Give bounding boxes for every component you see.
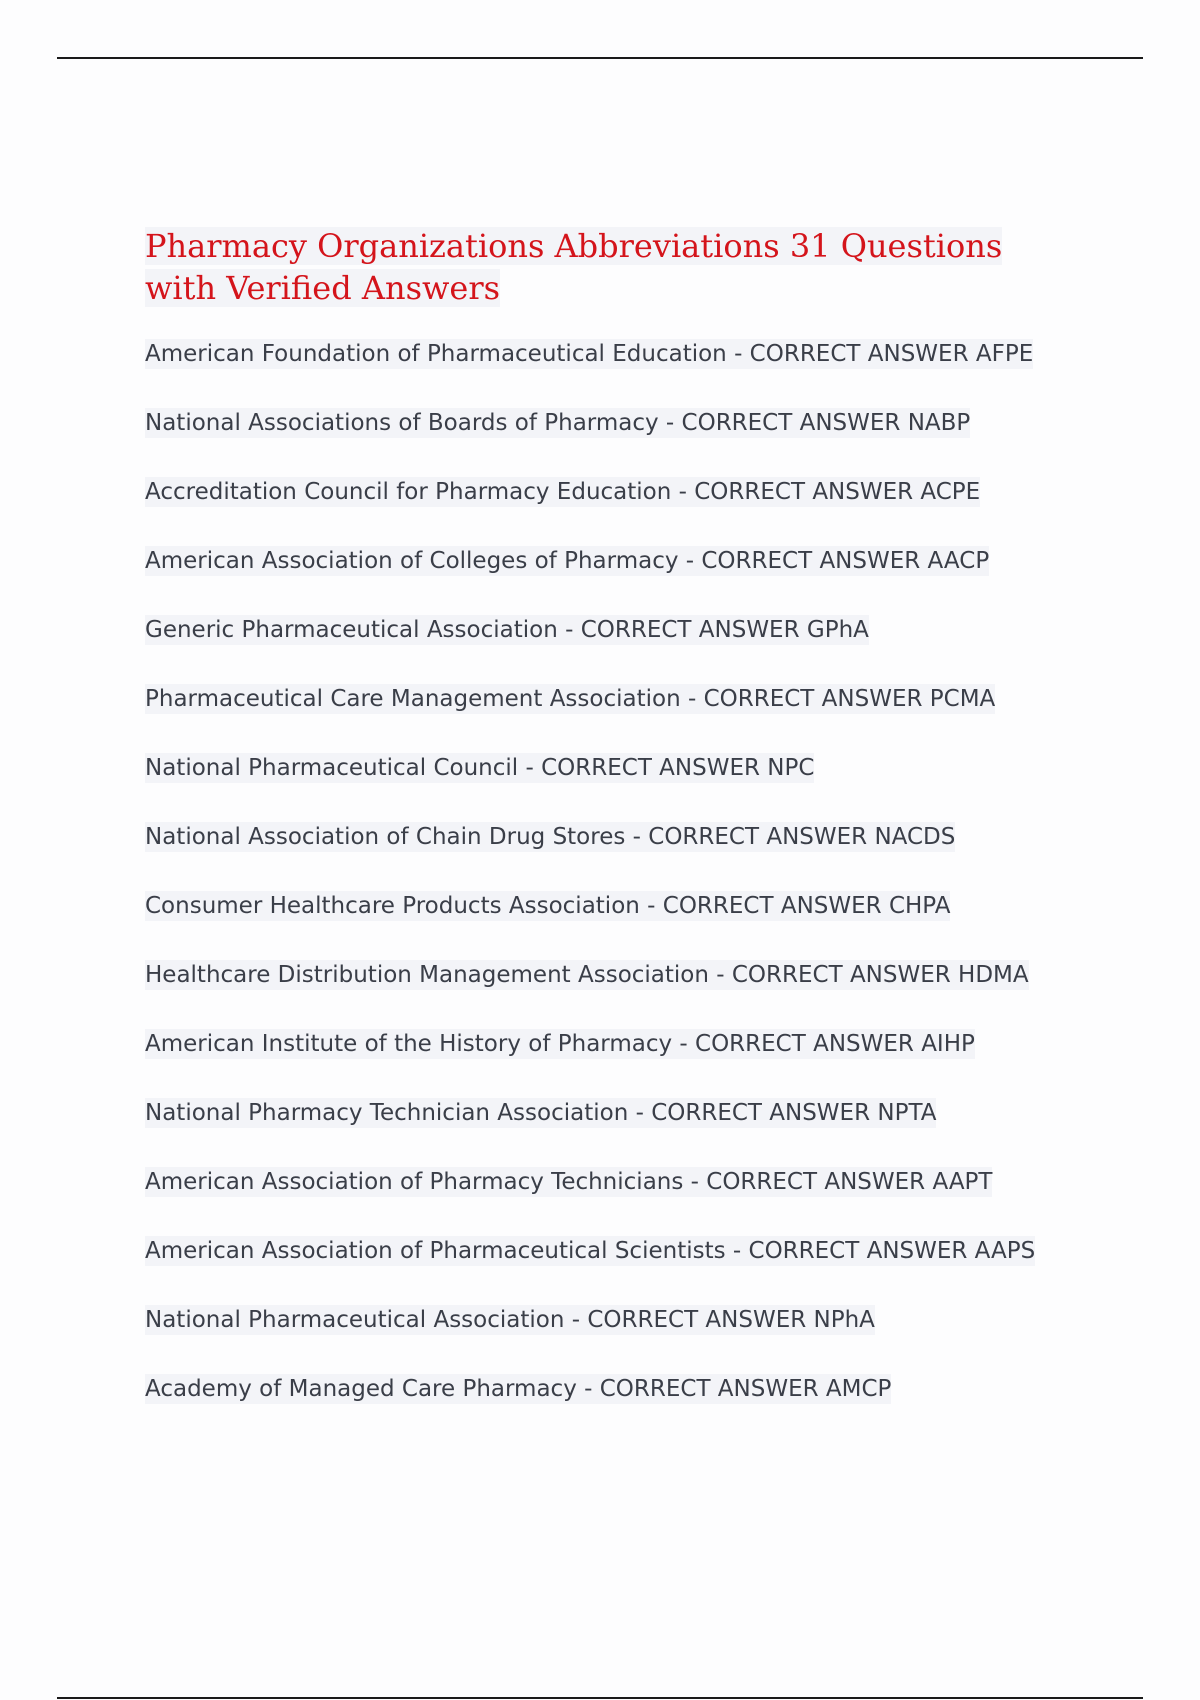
qa-item-text: Pharmaceutical Care Management Association - CORRECT ANSWER PCMA [145, 686, 996, 712]
qa-item [145, 1165, 1075, 1234]
qa-item [145, 337, 1075, 406]
qa-item-text: American Association of Pharmaceutical Scientists - CORRECT ANSWER AAPS [145, 1238, 1036, 1264]
qa-item-text: Academy of Managed Care Pharmacy - CORRECT ANSWER AMCP [145, 1376, 892, 1402]
qa-item-text: National Pharmaceutical Council - CORRECT ANSWER NPC [145, 755, 815, 781]
qa-item-text: Consumer Healthcare Products Association - CORRECT ANSWER CHPA [145, 893, 951, 919]
header-rule [57, 57, 1143, 59]
qa-item-text: National Pharmacy Technician Association - CORRECT ANSWER NPTA [145, 1100, 937, 1126]
qa-item [145, 820, 1075, 889]
qa-item-text: American Association of Pharmacy Technicians - CORRECT ANSWER AAPT [145, 1169, 993, 1195]
qa-item-text: National Associations of Boards of Pharmacy - CORRECT ANSWER NABP [145, 410, 971, 436]
footer-rule [57, 1697, 1143, 1699]
document-title-text: Pharmacy Organizations Abbreviations 31 Questions with Verified Answers [145, 227, 1003, 307]
qa-item [145, 544, 1075, 613]
qa-item-text: American Institute of the History of Pharmacy - CORRECT ANSWER AIHP [145, 1031, 975, 1057]
qa-item [145, 1096, 1075, 1165]
qa-item [145, 613, 1075, 682]
qa-item [145, 1303, 1075, 1372]
qa-item-text: Healthcare Distribution Management Association - CORRECT ANSWER HDMA [145, 962, 1029, 988]
qa-item [145, 475, 1075, 544]
qa-item [145, 1372, 1075, 1441]
qa-item [145, 958, 1075, 1027]
qa-item-text: American Association of Colleges of Pharmacy - CORRECT ANSWER AACP [145, 548, 990, 574]
qa-item-text: National Association of Chain Drug Stores - CORRECT ANSWER NACDS [145, 824, 956, 850]
qa-item [145, 1027, 1075, 1096]
qa-item [145, 682, 1075, 751]
qa-item [145, 889, 1075, 958]
qa-item [145, 406, 1075, 475]
qa-item-text: National Pharmaceutical Association - CORRECT ANSWER NPhA [145, 1307, 875, 1333]
qa-item-text: American Foundation of Pharmaceutical Education - CORRECT ANSWER AFPE [145, 341, 1034, 367]
document-body [145, 225, 1075, 1441]
qa-item-text: Generic Pharmaceutical Association - CORRECT ANSWER GPhA [145, 617, 869, 643]
qa-item [145, 751, 1075, 820]
qa-item [145, 1234, 1075, 1303]
qa-item-text: Accreditation Council for Pharmacy Education - CORRECT ANSWER ACPE [145, 479, 981, 505]
qa-list [145, 337, 1075, 1441]
document-title [145, 225, 1075, 309]
